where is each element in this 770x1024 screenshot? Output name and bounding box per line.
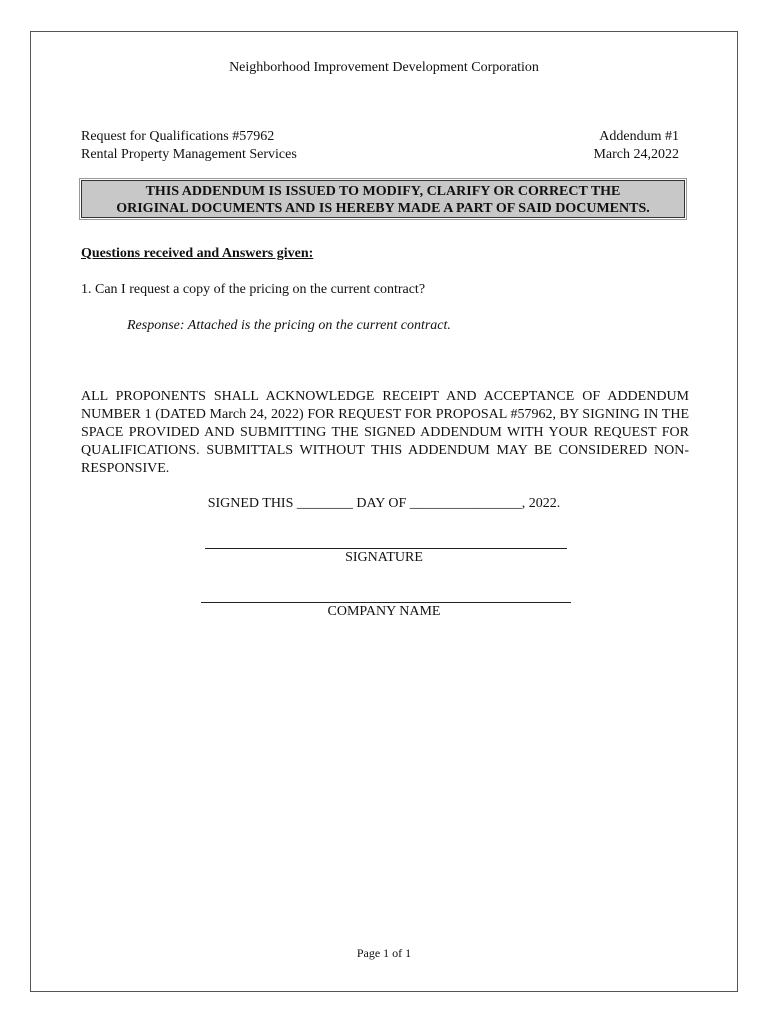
- rfq-number: Request for Qualifications #57962: [81, 129, 275, 144]
- addendum-info: [593, 128, 679, 164]
- rfq-info: [81, 128, 297, 164]
- signature-label: SIGNATURE: [345, 550, 423, 565]
- qa-heading: Questions received and Answers given:: [81, 246, 314, 261]
- company-name-label: COMPANY NAME: [327, 604, 441, 619]
- page-number: Page 1 of 1: [356, 946, 412, 960]
- addendum-date: March 24,2022: [593, 147, 679, 162]
- banner-line-2: ORIGINAL DOCUMENTS AND IS HEREBY MADE A PART OF SAID DOCUMENTS.: [116, 201, 650, 216]
- addendum-number: Addendum #1: [599, 129, 679, 144]
- banner-line-1: THIS ADDENDUM IS ISSUED TO MODIFY, CLARIFY OR CORRECT THE: [145, 184, 621, 199]
- organization-name: Neighborhood Improvement Development Corporation: [229, 60, 539, 75]
- acknowledgement-paragraph: [81, 388, 689, 478]
- response-1: Response: Attached is the pricing on the current contract.: [127, 318, 451, 333]
- question-1: 1. Can I request a copy of the pricing on the current contract?: [81, 282, 426, 297]
- acknowledgement-text: ALL PROPONENTS SHALL ACKNOWLEDGE RECEIPT AND ACCEPTANCE OF ADDENDUM NUMBER 1 (DATED March 24, 2022) FOR REQUEST FOR PROPOSAL #57962, BY SIGNING IN THE SPACE PROVIDED AND SUBMITTING THE SIGNED ADDENDUM WITH YOUR REQUEST FOR QUALIFICATIONS. SUBMITTALS WITHOUT THIS ADDENDUM MAY BE CONSIDERED NON-RESPONSIVE.: [81, 389, 689, 476]
- addendum-notice-banner: [81, 180, 685, 218]
- signed-date-line: SIGNED THIS ________ DAY OF ________________, 2022.: [207, 496, 561, 511]
- company-name-rule: [201, 602, 571, 603]
- rfq-title: Rental Property Management Services: [81, 147, 297, 162]
- document-page: [30, 31, 738, 992]
- signature-rule: [205, 548, 567, 549]
